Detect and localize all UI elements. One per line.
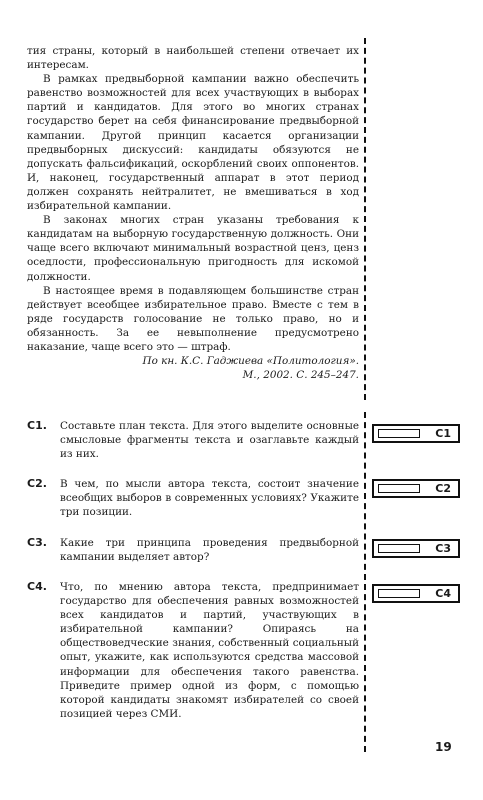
answer-box-label: С4 (435, 587, 451, 600)
question-number: С1. (27, 419, 47, 432)
cut-line-divider (364, 412, 366, 752)
question-text: Составьте план текста. Для этого выделите основные смысловые фрагменты текста и озаглавьте каждый из них. (60, 420, 359, 461)
cut-line-divider (364, 38, 366, 400)
paragraph: В законах многих стран указаны требования к кандидатам на выборную государственную должность. Они чаще всего включают минимальный возрастной ценз, ценз оседлости, профессиональную пригодность для искомой должности. (27, 214, 359, 283)
answer-field[interactable] (378, 484, 420, 493)
question-text: Что, по мнению автора текста, предпринимает государство для обеспечения равных возможностей всех кандидатов и партий, участвующих в избирательной кампании? Опираясь на обществоведческие знания, собственный социальный опыт, укажите, как используются средства массовой информации для обеспечения такого равенства. Приведите пример одной из форм, с помощью которой кандидаты знакомят избирателей со своей позицией через СМИ. (60, 581, 359, 720)
source-text (27, 44, 359, 382)
answer-box-c3[interactable] (372, 539, 460, 558)
question-c1 (27, 419, 359, 461)
question-number: С2. (27, 477, 47, 490)
answer-box-label: С1 (435, 427, 451, 440)
page-number: 19 (435, 740, 452, 754)
question-number: С4. (27, 580, 47, 593)
paragraph: тия страны, который в наибольшей степени отвечает их интересам. (27, 45, 359, 72)
question-c4 (27, 580, 359, 721)
question-number: С3. (27, 536, 47, 549)
answer-field[interactable] (378, 544, 420, 553)
answer-box-c4[interactable] (372, 584, 460, 603)
source-citation-year: М., 2002. С. 245–247. (242, 369, 359, 382)
answer-field[interactable] (378, 429, 420, 438)
paragraph: В рамках предвыборной кампании важно обеспечить равенство возможностей для всех участвующих в выборах партий и кандидатов. Для этого во многих странах государство берет на себя финансирование предвыборной кампании. Другой принцип касается организации предвыборных дискуссий: кандидаты обязуются не допускать фальсификаций, оскорблений своих оппонентов. И, наконец, государственный аппарат в этот период должен сохранять нейтралитет, не вмешиваться в ход избирательной кампании. (27, 73, 359, 213)
question-text: В чем, по мысли автора текста, состоит значение всеобщих выборов в современных условиях? Укажите три позиции. (60, 478, 359, 519)
answer-field[interactable] (378, 589, 420, 598)
question-c3 (27, 536, 359, 564)
source-citation: По кн. К.С. Гаджиева «Политология». (142, 355, 359, 368)
answer-box-c2[interactable] (372, 479, 460, 498)
answer-box-label: С2 (435, 482, 451, 495)
question-c2 (27, 477, 359, 519)
answer-box-c1[interactable] (372, 424, 460, 443)
answer-box-label: С3 (435, 542, 451, 555)
question-text: Какие три принципа проведения предвыборной кампании выделяет автор? (60, 537, 359, 564)
paragraph: В настоящее время в подавляющем большинстве стран действует всеобщее избирательное право. Вместе с тем в ряде государств голосование не только право, но и обязанность. За ее невыполнение предусмотрено наказание, чаще всего это — штраф. (27, 284, 359, 353)
